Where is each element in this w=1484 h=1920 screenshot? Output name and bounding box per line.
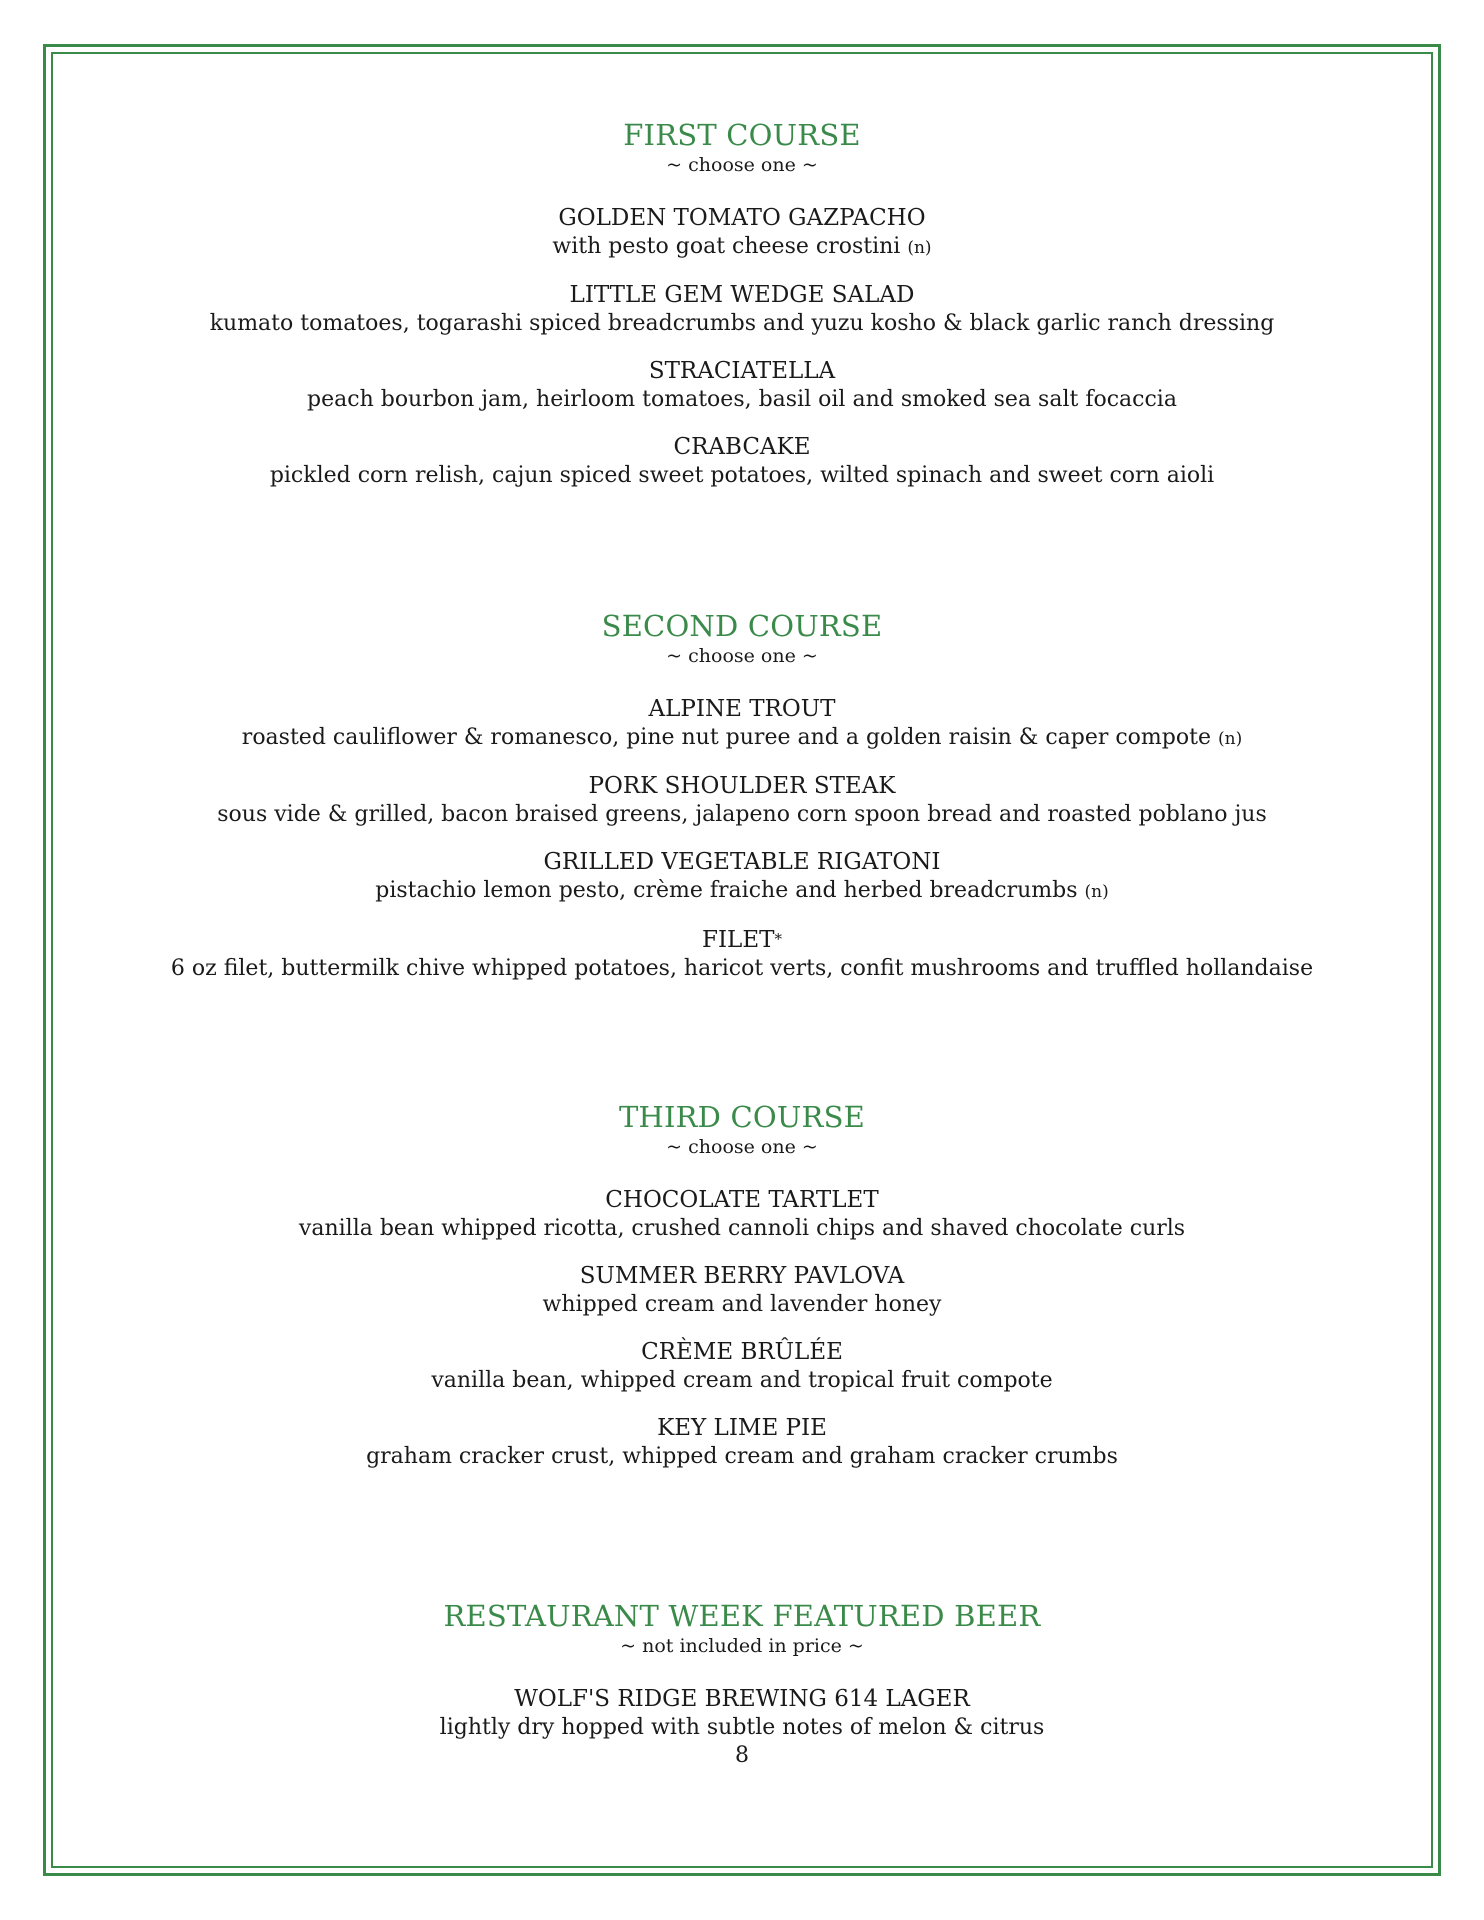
section-title: SECOND COURSE bbox=[601, 609, 883, 643]
item-description: graham cracker crust, whipped cream and graham cracker crumbs bbox=[366, 1444, 1118, 1469]
second-course-section bbox=[60, 609, 1424, 983]
item-description: 6 oz filet, buttermilk chive whipped potatoes, haricot verts, confit mushrooms and truffled hollandaise bbox=[170, 956, 1314, 981]
menu-item bbox=[60, 1186, 1424, 1243]
menu-item bbox=[60, 772, 1424, 829]
section-note: ~ choose one ~ bbox=[666, 645, 818, 667]
item-name: CRÈME BRÛLÉE bbox=[641, 1339, 843, 1365]
item-name bbox=[60, 925, 1424, 955]
menu-item bbox=[60, 204, 1424, 262]
item-description: vanilla bean, whipped cream and tropical fruit compote bbox=[431, 1368, 1053, 1393]
asterisk-mark: * bbox=[774, 930, 782, 948]
item-description: pickled corn relish, cajun spiced sweet potatoes, wilted spinach and sweet corn aioli bbox=[269, 463, 1215, 488]
third-course-section bbox=[60, 1100, 1424, 1471]
menu-item bbox=[60, 848, 1424, 906]
item-description-text: with pesto goat cheese crostini bbox=[552, 234, 901, 259]
item-description: vanilla bean whipped ricotta, crushed cannoli chips and shaved chocolate curls bbox=[298, 1216, 1186, 1241]
menu-item bbox=[60, 925, 1424, 983]
menu-item bbox=[60, 357, 1424, 414]
menu-item bbox=[60, 281, 1424, 338]
menu-item bbox=[60, 1685, 1424, 1742]
menu-item bbox=[60, 433, 1424, 490]
item-name: GRILLED VEGETABLE RIGATONI bbox=[543, 849, 941, 875]
featured-beer-section bbox=[60, 1599, 1424, 1770]
menu-item bbox=[60, 695, 1424, 753]
item-name: ALPINE TROUT bbox=[648, 696, 836, 722]
menu-item bbox=[60, 1262, 1424, 1319]
section-note: ~ choose one ~ bbox=[666, 154, 818, 176]
item-description: lightly dry hopped with subtle notes of melon & citrus bbox=[439, 1715, 1045, 1740]
item-name: KEY LIME PIE bbox=[657, 1415, 827, 1441]
item-name: CHOCOLATE TARTLET bbox=[605, 1187, 879, 1213]
item-name: GOLDEN TOMATO GAZPACHO bbox=[558, 205, 926, 231]
item-name: LITTLE GEM WEDGE SALAD bbox=[569, 282, 915, 308]
item-description bbox=[60, 233, 1424, 262]
item-name: SUMMER BERRY PAVLOVA bbox=[579, 1263, 905, 1289]
item-description bbox=[60, 877, 1424, 906]
menu-item bbox=[60, 1414, 1424, 1471]
nut-tag: (n) bbox=[1084, 882, 1109, 902]
item-description: kumato tomatoes, togarashi spiced breadcrumbs and yuzu kosho & black garlic ranch dressing bbox=[209, 311, 1275, 336]
section-note: ~ not included in price ~ bbox=[620, 1635, 864, 1657]
item-name: PORK SHOULDER STEAK bbox=[588, 773, 896, 799]
nut-tag: (n) bbox=[1217, 729, 1243, 749]
item-description: whipped cream and lavender honey bbox=[542, 1292, 942, 1317]
page-number: 8 bbox=[735, 1743, 749, 1768]
section-title: RESTAURANT WEEK FEATURED BEER bbox=[443, 1599, 1041, 1633]
section-note: ~ choose one ~ bbox=[666, 1136, 818, 1158]
nut-tag: (n) bbox=[907, 238, 932, 258]
item-name-text: FILET bbox=[702, 927, 775, 953]
item-name: CRABCAKE bbox=[673, 434, 811, 460]
first-course-section bbox=[60, 118, 1424, 490]
item-description-text: roasted cauliflower & romanesco, pine nut puree and a golden raisin & caper compote bbox=[241, 725, 1211, 750]
item-description: peach bourbon jam, heirloom tomatoes, basil oil and smoked sea salt focaccia bbox=[307, 387, 1177, 412]
item-description: sous vide & grilled, bacon braised greens, jalapeno corn spoon bread and roasted poblano jus bbox=[217, 802, 1267, 827]
menu-item bbox=[60, 1338, 1424, 1395]
item-description-text: pistachio lemon pesto, crème fraiche and herbed breadcrumbs bbox=[375, 878, 1078, 903]
section-title: FIRST COURSE bbox=[623, 118, 861, 152]
item-description bbox=[60, 724, 1424, 753]
section-title: THIRD COURSE bbox=[618, 1100, 866, 1134]
item-name: WOLF'S RIDGE BREWING 614 LAGER bbox=[514, 1686, 970, 1712]
item-name: STRACIATELLA bbox=[648, 358, 836, 384]
